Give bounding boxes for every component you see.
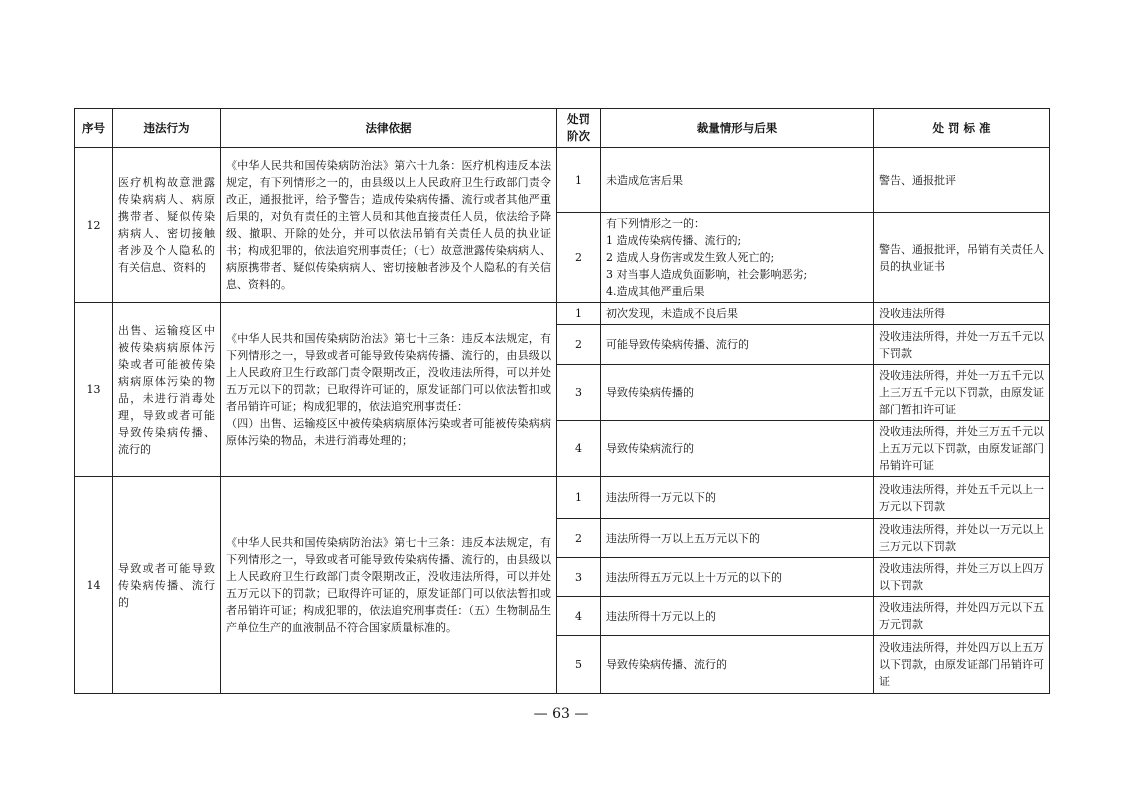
tier-cell: 2 xyxy=(557,213,601,303)
circumstance-cell: 导致传染病流行的 xyxy=(601,421,874,477)
circumstance-cell xyxy=(601,148,874,213)
tier-cell: 3 xyxy=(557,558,601,597)
header-standard: 处 罚 标 准 xyxy=(874,109,1050,148)
circumstance-line: 2 造成人身伤害或发生致人死亡的; xyxy=(606,251,775,264)
circumstance-cell: 违法所得一万以上五万元以下的 xyxy=(601,519,874,558)
tier-cell: 3 xyxy=(557,365,601,421)
standard-cell: 没收违法所得，并处三万五千元以上五万元以下罚款，由原发证部门吊销许可证 xyxy=(874,421,1050,477)
standard-cell: 没收违法所得 xyxy=(874,303,1050,325)
standard-cell: 没收违法所得，并处四万元以下五万元罚款 xyxy=(874,597,1050,636)
standard-cell: 没收违法所得，并处以一万元以上三万元以下罚款 xyxy=(874,519,1050,558)
circumstance-cell: 初次发现，未造成不良后果 xyxy=(601,303,874,325)
seq-cell: 14 xyxy=(75,477,113,694)
header-seq: 序号 xyxy=(75,109,113,148)
table-row xyxy=(75,477,1050,519)
tier-cell: 5 xyxy=(557,636,601,694)
table-row xyxy=(75,148,1050,213)
basis-cell: 《中华人民共和国传染病防治法》第六十九条：医疗机构违反本法规定，有下列情形之一的，由县级以上人民政府卫生行政部门责令改正，通报批评，给予警告；造成传染病传播、流行或者其他严重后果的，对负有责任的主管人员和其他直接责任人员，依法给予降级、撤职、开除的处分，并可以依法吊销有关责任人员的执业证书；构成犯罪的，依法追究刑事责任；（七）故意泄露传染病病人、病原携带者、疑似传染病病人、密切接触者涉及个人隐私的有关信息、资料的。 xyxy=(221,148,557,303)
basis-cell: 《中华人民共和国传染病防治法》第七十三条：违反本法规定，有下列情形之一，导致或者可能导致传染病传播、流行的，由县级以上人民政府卫生行政部门责令限期改正，没收违法所得，可以并处五万元以下的罚款；已取得许可证的，原发证部门可以依法暂扣或者吊销许可证；构成犯罪的，依法追究刑事责任：（五）生物制品生产单位生产的血液制品不符合国家质量标准的。 xyxy=(221,477,557,694)
header-row xyxy=(75,109,1050,148)
circumstance-line: 有下列情形之一的： xyxy=(606,217,705,230)
standard-cell: 没收违法所得，并处一万五千元以上三万五千元以下罚款，由原发证部门暂扣许可证 xyxy=(874,365,1050,421)
penalty-table xyxy=(74,108,1050,694)
circumstance-line: 未造成危害后果 xyxy=(606,173,683,187)
header-tier: 处罚阶次 xyxy=(557,109,601,148)
standard-cell: 没收违法所得，并处五千元以上一万元以下罚款 xyxy=(874,477,1050,519)
tier-cell: 1 xyxy=(557,477,601,519)
standard-cell: 警告、通报批评 xyxy=(874,148,1050,213)
tier-cell: 4 xyxy=(557,597,601,636)
circumstance-cell: 导致传染病传播的 xyxy=(601,365,874,421)
circumstance-cell: 导致传染病传播、流行的 xyxy=(601,636,874,694)
basis-text: 《中华人民共和国传染病防治法》第七十三条：违反本法规定，有下列情形之一，导致或者可能导致传染病传播、流行的，由县级以上人民政府卫生行政部门责令限期改正，没收违法所得，可以并处五万元以下的罚款；已取得许可证的，原发证部门可以依法暂扣或者吊销许可证；构成犯罪的，依法追究刑事责任： xyxy=(226,332,551,413)
tier-cell: 2 xyxy=(557,325,601,365)
standard-cell: 没收违法所得，并处三万以上四万以下罚款 xyxy=(874,558,1050,597)
behavior-cell: 出售、运输疫区中被传染病病原体污染或者可能被传染病病原体污染的物品，未进行消毒处理，导致或者可能导致传染病传播、流行的 xyxy=(113,303,221,477)
tier-cell: 1 xyxy=(557,303,601,325)
tier-cell: 4 xyxy=(557,421,601,477)
circumstance-line: 4.造成其他严重后果 xyxy=(606,285,705,298)
standard-cell: 没收违法所得，并处一万五千元以下罚款 xyxy=(874,325,1050,365)
header-circumstance: 裁量情形与后果 xyxy=(601,109,874,148)
table-row xyxy=(75,303,1050,325)
tier-cell: 2 xyxy=(557,519,601,558)
standard-cell: 没收违法所得，并处四万以上五万以下罚款，由原发证部门吊销许可证 xyxy=(874,636,1050,694)
behavior-cell: 医疗机构故意泄露传染病病人、病原携带者、疑似传染病病人、密切接触者涉及个人隐私的有关信息、资料的 xyxy=(113,148,221,303)
page-number: — 63 — xyxy=(533,706,589,722)
circumstance-cell: 违法所得一万元以下的 xyxy=(601,477,874,519)
header-behavior: 违法行为 xyxy=(113,109,221,148)
seq-cell: 13 xyxy=(75,303,113,477)
seq-cell: 12 xyxy=(75,148,113,303)
header-basis: 法律依据 xyxy=(221,109,557,148)
circumstance-cell xyxy=(601,213,874,303)
circumstance-line: 3 对当事人造成负面影响，社会影响恶劣; xyxy=(606,268,808,281)
standard-cell: 警告、通报批评，吊销有关责任人员的执业证书 xyxy=(874,213,1050,303)
circumstance-cell: 违法所得五万元以上十万元的以下的 xyxy=(601,558,874,597)
basis-item-text: （四）出售、运输疫区中被传染病病原体污染或者可能被传染病病原体污染的物品，未进行消毒处理的； xyxy=(226,417,551,447)
behavior-cell: 导致或者可能导致传染病传播、流行的 xyxy=(113,477,221,694)
tier-cell: 1 xyxy=(557,148,601,213)
basis-cell xyxy=(221,303,557,477)
circumstance-cell: 违法所得十万元以上的 xyxy=(601,597,874,636)
circumstance-cell: 可能导致传染病传播、流行的 xyxy=(601,325,874,365)
circumstance-line: 1 造成传染病传播、流行的; xyxy=(606,234,742,247)
